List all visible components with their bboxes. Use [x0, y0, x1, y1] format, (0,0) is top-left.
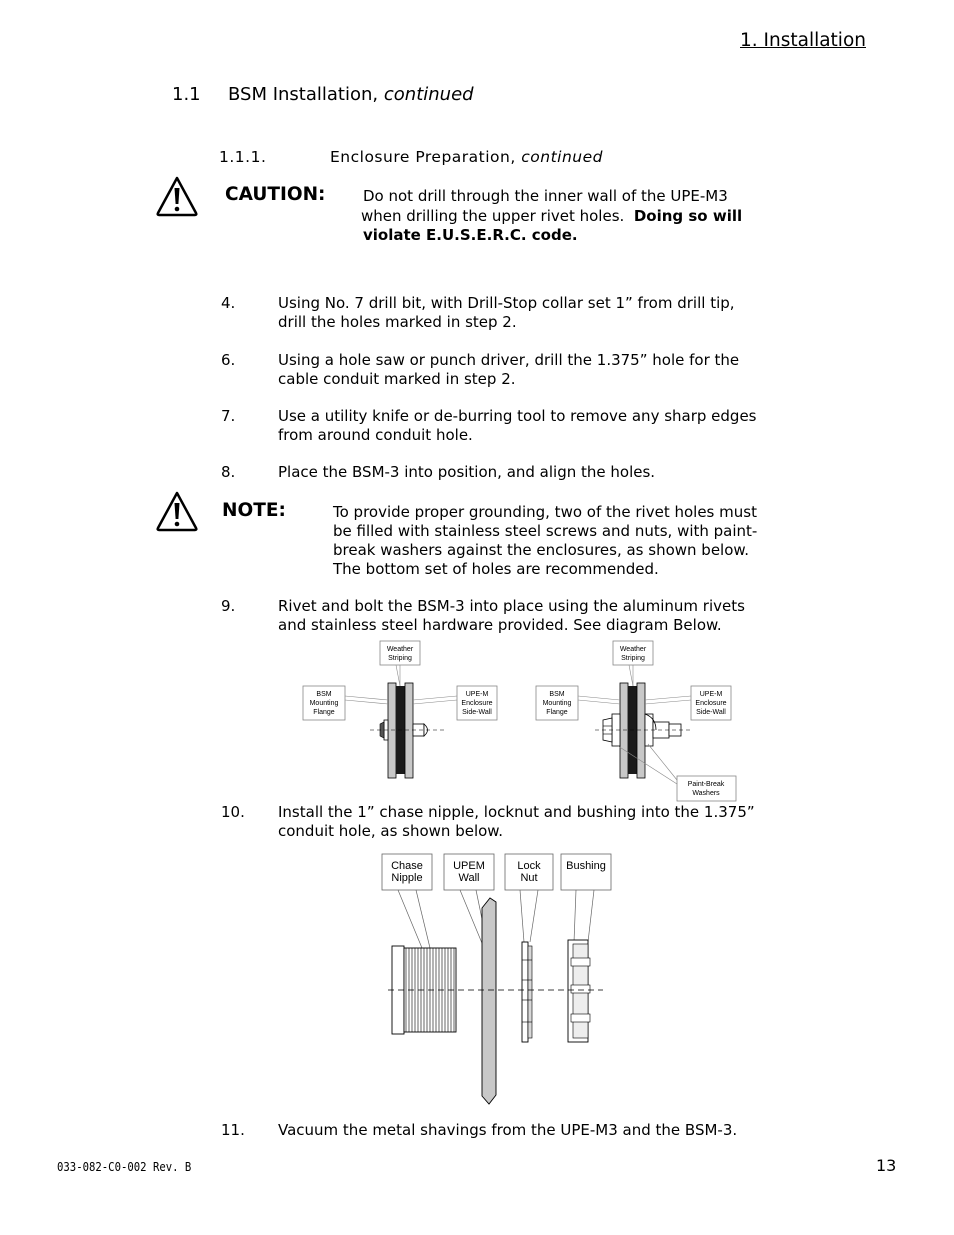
- section-number: 1.1: [172, 84, 201, 105]
- bushing-label: Bushing: [566, 860, 606, 872]
- lock-nut-part: [522, 942, 532, 1042]
- step-line: Using a hole saw or punch driver, drill the 1.375” hole for the: [278, 351, 740, 369]
- weather-label-left: Weather: [386, 646, 414, 653]
- upem-wall-label-2: Wall: [458, 872, 480, 884]
- step-number: 4.: [221, 294, 236, 312]
- bsm-label-left: BSM: [316, 691, 332, 698]
- note-line: The bottom set of holes are recommended.: [333, 560, 659, 578]
- caution-line-2-text: when drilling the upper rivet holes.: [361, 206, 625, 225]
- step-text: [278, 1121, 798, 1140]
- step-line: drill the holes marked in step 2.: [278, 313, 517, 331]
- caution-line-1: Do not drill through the inner wall of the UPE-M3: [363, 187, 728, 205]
- step-line: from around conduit hole.: [278, 426, 473, 444]
- note-label: NOTE:: [222, 500, 286, 521]
- subsection-title: [330, 148, 603, 166]
- step-line: Place the BSM-3 into position, and align the holes.: [278, 463, 656, 481]
- caution-label: CAUTION:: [225, 184, 326, 205]
- weather-label-right-2: Striping: [621, 655, 645, 662]
- caution-text: [361, 187, 781, 246]
- subsection-title-italic: continued: [521, 148, 603, 166]
- step-text: [278, 294, 798, 332]
- section-title: [228, 84, 474, 105]
- washers-label-2: Washers: [692, 790, 720, 797]
- rivet-assembly-diagram: [300, 638, 745, 803]
- step-text: [278, 463, 798, 482]
- note-text: [333, 503, 793, 579]
- conduit-fitting-diagram: [378, 850, 618, 1108]
- step-line: Using No. 7 drill bit, with Drill-Stop collar set 1” from drill tip,: [278, 294, 735, 312]
- chase-nipple-label-2: Nipple: [391, 872, 423, 884]
- upem-wall-label: UPEM: [453, 860, 485, 872]
- step-number: 9.: [221, 597, 236, 615]
- chase-nipple-label: Chase: [391, 860, 423, 872]
- caution-warning-icon: [155, 175, 199, 217]
- bsm-label-left-3: Flange: [313, 709, 335, 716]
- step-text: [278, 407, 798, 445]
- step-line: Rivet and bolt the BSM-3 into place using the aluminum rivets: [278, 597, 745, 615]
- bsm-label-right-2: Mounting: [542, 700, 572, 707]
- step-number: 8.: [221, 463, 236, 481]
- weather-label-right: Weather: [619, 646, 647, 653]
- note-warning-icon: [155, 490, 199, 532]
- caution-line-3-bold: violate E.U.S.E.R.C. code.: [363, 226, 578, 244]
- note-line: be filled with stainless steel screws and nuts, with paint-: [333, 522, 758, 540]
- note-line: To provide proper grounding, two of the rivet holes must: [333, 503, 757, 521]
- step-number: 10.: [221, 803, 245, 821]
- upem-label-right-2: Enclosure: [695, 700, 727, 707]
- bsm-label-right: BSM: [549, 691, 565, 698]
- step-text: [278, 597, 798, 635]
- bushing-part: [568, 940, 590, 1042]
- step-number: 6.: [221, 351, 236, 369]
- caution-line-2-bold: Doing so will: [633, 206, 743, 225]
- washers-label: Paint-Break: [687, 781, 725, 788]
- section-title-italic: continued: [383, 84, 474, 105]
- caution-line-2: [361, 207, 781, 227]
- rivet-assembly-left: [370, 683, 445, 778]
- step-line: Use a utility knife or de-burring tool to remove any sharp edges: [278, 407, 757, 425]
- section-title-text: BSM Installation,: [228, 84, 379, 105]
- footer-document-number: 033-082-C0-002 Rev. B: [57, 1159, 192, 1174]
- upem-wall-part: [482, 898, 496, 1104]
- subsection-number: 1.1.1.: [219, 148, 267, 166]
- step-number: 11.: [221, 1121, 245, 1139]
- upem-label-left: UPE-M: [465, 691, 489, 698]
- upem-label-right: UPE-M: [699, 691, 723, 698]
- upem-label-left-3: Side-Wall: [462, 709, 492, 716]
- step-line: Vacuum the metal shavings from the UPE-M3 and the BSM-3.: [278, 1121, 738, 1139]
- step-line: conduit hole, as shown below.: [278, 822, 503, 840]
- bsm-label-left-2: Mounting: [309, 700, 339, 707]
- lock-nut-label-2: Nut: [520, 872, 538, 884]
- lock-nut-label: Lock: [517, 860, 541, 872]
- footer-page-number: 13: [876, 1156, 897, 1175]
- step-line: and stainless steel hardware provided. See diagram Below.: [278, 616, 722, 634]
- step-number: 7.: [221, 407, 236, 425]
- subsection-title-text: Enclosure Preparation,: [330, 148, 516, 166]
- step-line: Install the 1” chase nipple, locknut and bushing into the 1.375”: [278, 803, 755, 821]
- step-text: [278, 803, 798, 841]
- upem-label-right-3: Side-Wall: [696, 709, 726, 716]
- bsm-label-right-3: Flange: [546, 709, 568, 716]
- step-line: cable conduit marked in step 2.: [278, 370, 516, 388]
- weather-label-left-2: Striping: [388, 655, 412, 662]
- note-line: break washers against the enclosures, as shown below.: [333, 541, 750, 559]
- step-text: [278, 351, 798, 389]
- chapter-heading: 1. Installation: [740, 30, 866, 51]
- upem-label-left-2: Enclosure: [461, 700, 493, 707]
